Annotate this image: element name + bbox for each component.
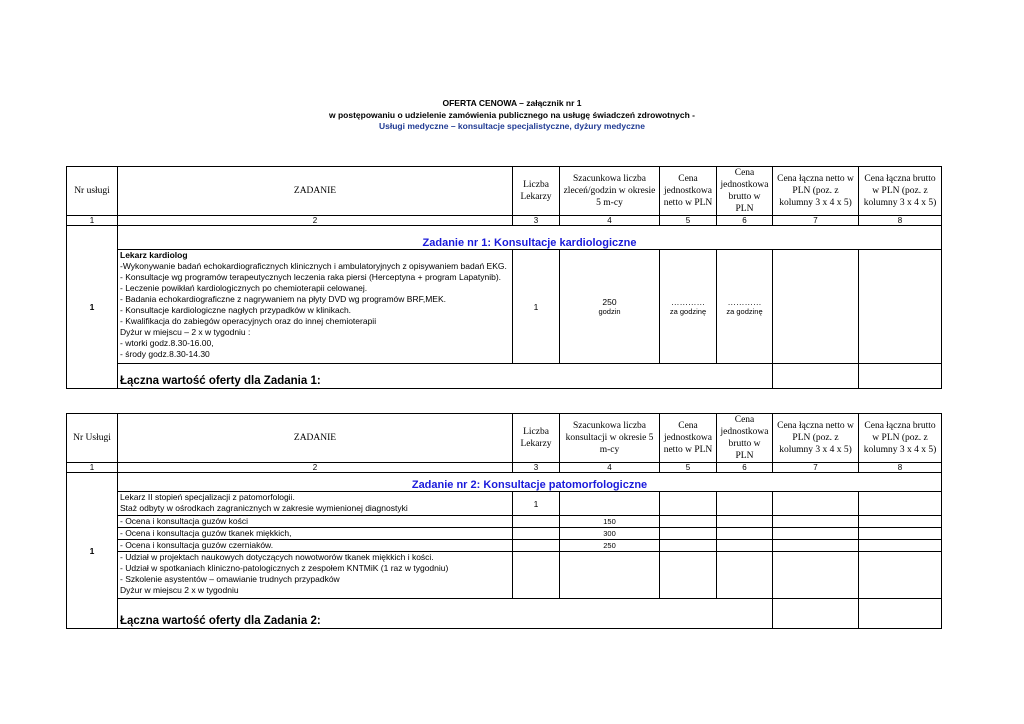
empty-cell xyxy=(513,552,560,599)
column-number: 2 xyxy=(118,216,513,226)
header-cena-netto: Cena jednostkowa netto w PLN xyxy=(660,167,717,216)
desc-heading: Lekarz kardiolog xyxy=(120,250,188,260)
empty-cell xyxy=(560,552,660,599)
extra-line: Dyżur w miejscu 2 x w tygodniu xyxy=(120,585,239,595)
header-cena-netto: Cena jednostkowa netto w PLN xyxy=(660,414,717,463)
total-price-netto-cell[interactable] xyxy=(773,250,859,364)
total-price-netto-cell[interactable] xyxy=(773,516,859,528)
doctor-count: 1 xyxy=(513,250,560,364)
item-label: - Ocena i konsultacja guzów czerniaków. xyxy=(118,540,513,552)
offer-table-2 xyxy=(66,413,942,629)
task-total-label: Łączna wartość oferty dla Zadania 2: xyxy=(118,599,773,629)
intro-line: Lekarz II stopień specjalizacji z patomorfologii. xyxy=(120,492,295,502)
total-price-brutto-cell[interactable] xyxy=(859,552,942,599)
item-count: 300 xyxy=(560,528,660,540)
unit-price-brutto[interactable] xyxy=(717,552,773,599)
column-number: 8 xyxy=(859,216,942,226)
item-label: - Ocena i konsultacja guzów kości xyxy=(118,516,513,528)
desc-line: - Kwalifikacja do zabiegów operacyjnych oraz do innej chemioterapii xyxy=(120,316,377,326)
header-laczna-brutto: Cena łączna brutto w PLN (poz. z kolumny 3 x 4 x 5) xyxy=(859,414,942,463)
unit-price-brutto[interactable] xyxy=(717,528,773,540)
total-price-brutto-cell[interactable] xyxy=(859,516,942,528)
price-unit: za godzinę xyxy=(669,307,707,316)
total-price-brutto-cell[interactable] xyxy=(859,492,942,516)
header-zadanie: ZADANIE xyxy=(118,414,513,463)
service-number: 1 xyxy=(67,473,118,629)
task-intro xyxy=(118,492,513,516)
task-title: Zadanie nr 1: Konsultacje kardiologiczne xyxy=(118,226,942,250)
total-price-brutto-cell[interactable] xyxy=(859,540,942,552)
header-liczba: Liczba Lekarzy xyxy=(513,167,560,216)
column-number: 3 xyxy=(513,463,560,473)
unit-price-netto[interactable] xyxy=(660,516,717,528)
column-number: 2 xyxy=(118,463,513,473)
unit-price-brutto[interactable] xyxy=(717,516,773,528)
task-total-brutto[interactable] xyxy=(859,364,942,389)
header-szacunkowa: Szacunkowa liczba zleceń/godzin w okresie 5 m-cy xyxy=(560,167,660,216)
total-price-brutto-cell[interactable] xyxy=(859,528,942,540)
desc-line: Dyżur w miejscu – 2 x w tygodniu : xyxy=(120,327,251,337)
header-szacunkowa: Szacunkowa liczba konsultacji w okresie 5 m-cy xyxy=(560,414,660,463)
task-title: Zadanie nr 2: Konsultacje patomorfologiczne xyxy=(118,473,942,492)
unit-price-netto[interactable] xyxy=(660,528,717,540)
price-unit: za godzinę xyxy=(726,307,763,316)
empty-cell xyxy=(513,540,560,552)
desc-line: - Badania echokardiograficzne z nagrywaniem na płyty DVD wg programów BRF,MEK. xyxy=(120,294,446,304)
column-number: 7 xyxy=(773,216,859,226)
header-nr: Nr usługi xyxy=(67,167,118,216)
column-number: 5 xyxy=(660,216,717,226)
desc-line: - Konsultacje wg programów terapeutycznych leczenia raka piersi (Herceptyna + program Lapatynib). xyxy=(120,272,502,282)
total-price-netto-cell[interactable] xyxy=(773,528,859,540)
doctor-count: 1 xyxy=(513,492,560,516)
total-price-netto-cell[interactable] xyxy=(773,552,859,599)
header-cena-brutto: Cena jednostkowa brutto w PLN xyxy=(717,167,773,216)
document-subtitle: w postępowaniu o udzielenie zamówienia publicznego na usługę świadczeń zdrowotnych - xyxy=(328,110,695,120)
estimated-hours xyxy=(560,250,660,364)
column-number: 6 xyxy=(717,216,773,226)
column-number: 3 xyxy=(513,216,560,226)
offer-table-1 xyxy=(66,166,942,389)
header-laczna-netto: Cena łączna netto w PLN (poz. z kolumny 3 x 4 x 5) xyxy=(773,414,859,463)
task-description xyxy=(118,250,513,364)
price-placeholder: ………… xyxy=(727,297,762,307)
unit-price-brutto[interactable] xyxy=(717,250,773,364)
header-laczna-brutto: Cena łączna brutto w PLN (poz. z kolumny 3 x 4 x 5) xyxy=(859,167,942,216)
total-price-netto-cell[interactable] xyxy=(773,492,859,516)
column-number: 8 xyxy=(859,463,942,473)
intro-line: Staż odbyty w ośrodkach zagranicznych w zakresie wymienionej diagnostyki xyxy=(120,503,408,513)
task-total-netto[interactable] xyxy=(773,599,859,629)
unit-price-netto[interactable] xyxy=(660,492,717,516)
unit-price-brutto[interactable] xyxy=(717,492,773,516)
column-number: 4 xyxy=(560,216,660,226)
unit-price-netto[interactable] xyxy=(660,540,717,552)
empty-cell xyxy=(560,492,660,516)
item-label: - Ocena i konsultacja guzów tkanek miękkich, xyxy=(118,528,513,540)
header-cena-brutto: Cena jednostkowa brutto w PLN xyxy=(717,414,773,463)
desc-line: - wtorki godz.8.30-16.00, xyxy=(120,338,214,348)
extra-line: - Udział w projektach naukowych dotyczących nowotworów tkanek miękkich i kości. xyxy=(120,552,434,562)
service-number: 1 xyxy=(67,226,118,389)
unit-price-netto[interactable] xyxy=(660,552,717,599)
empty-cell xyxy=(513,528,560,540)
desc-line: - środy godz.8.30-14.30 xyxy=(120,349,210,359)
hours-unit: godzin xyxy=(598,307,621,316)
column-number: 4 xyxy=(560,463,660,473)
header-liczba: Liczba Lekarzy xyxy=(513,414,560,463)
unit-price-brutto[interactable] xyxy=(717,540,773,552)
header-zadanie: ZADANIE xyxy=(118,167,513,216)
item-count: 250 xyxy=(560,540,660,552)
price-placeholder: ………… xyxy=(671,297,705,307)
extra-line: - Szkolenie asystentów – omawianie trudnych przypadków xyxy=(120,574,340,584)
extra-line: - Udział w spotkaniach kliniczno-patologicznych z zespołem KNTMiK (1 raz w tygodniu) xyxy=(120,563,449,573)
header-nr: Nr Usługi xyxy=(67,414,118,463)
column-number: 7 xyxy=(773,463,859,473)
item-count: 150 xyxy=(560,516,660,528)
total-price-netto-cell[interactable] xyxy=(773,540,859,552)
total-price-brutto-cell[interactable] xyxy=(859,250,942,364)
task-total-label: Łączna wartość oferty dla Zadania 1: xyxy=(118,364,773,389)
task-total-brutto[interactable] xyxy=(859,599,942,629)
hours-value: 250 xyxy=(602,297,617,307)
task-total-netto[interactable] xyxy=(773,364,859,389)
column-number: 1 xyxy=(67,216,118,226)
desc-line: - Konsultacje kardiologiczne nagłych przypadków w klinikach. xyxy=(120,305,352,315)
desc-line: - Leczenie powikłań kardiologicznych po chemioterapii celowanej. xyxy=(120,283,368,293)
task-extra-description xyxy=(118,552,513,599)
header-laczna-netto: Cena łączna netto w PLN (poz. z kolumny 3 x 4 x 5) xyxy=(773,167,859,216)
empty-cell xyxy=(513,516,560,528)
column-number-row xyxy=(67,463,942,473)
document-scope: Usługi medyczne – konsultacje specjalistyczne, dyżury medyczne xyxy=(379,121,645,131)
unit-price-netto[interactable] xyxy=(660,250,717,364)
desc-line: -Wykonywanie badań echokardiograficznych klinicznych i ambulatoryjnych z opisywaniem badań EKG. xyxy=(120,261,507,271)
column-number: 5 xyxy=(660,463,717,473)
document-title: OFERTA CENOWA – załącznik nr 1 xyxy=(442,98,582,108)
column-number: 6 xyxy=(717,463,773,473)
column-number-row xyxy=(67,216,942,226)
column-number: 1 xyxy=(67,463,118,473)
